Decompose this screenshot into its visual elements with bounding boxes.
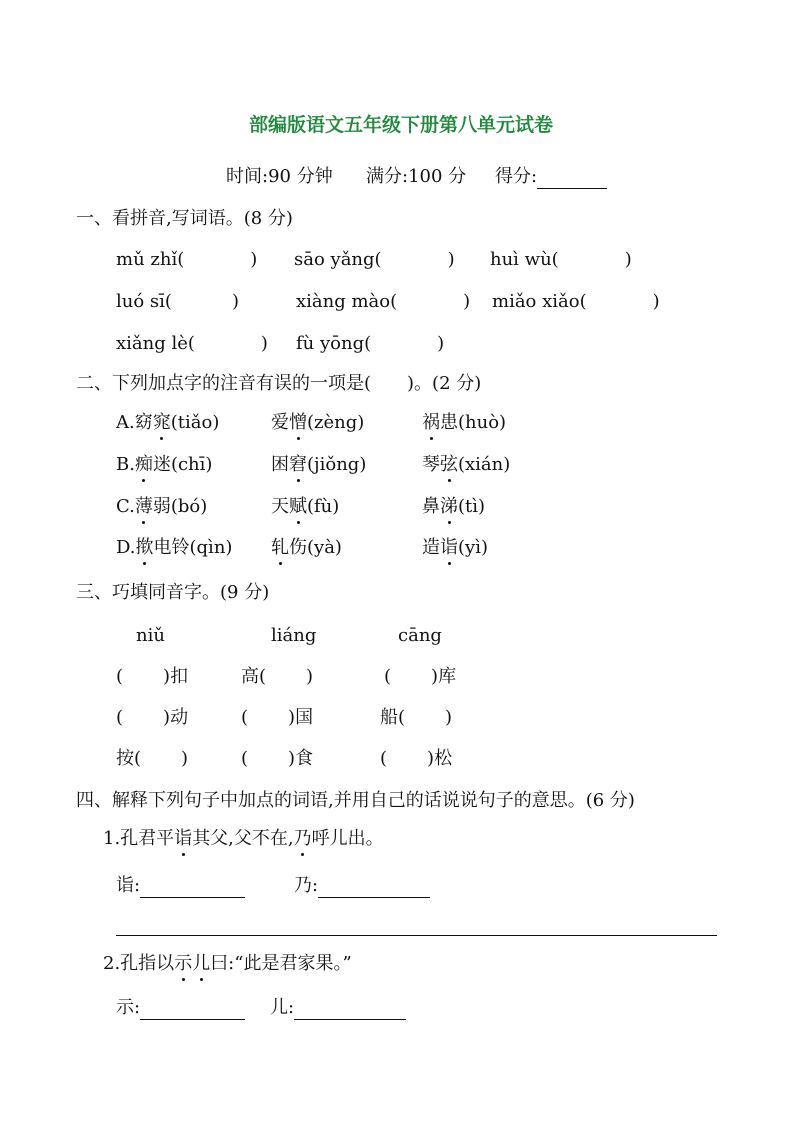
option-c[interactable]: C.薄弱(bó) bbox=[116, 496, 208, 517]
option-a-word: 祸患(huò) bbox=[422, 412, 507, 433]
option-a-word: 爱憎(zèng) bbox=[271, 412, 365, 433]
q1-heading: 一、看拼音,写词语。(8 分) bbox=[76, 208, 293, 229]
option-c-word: 鼻涕(tì) bbox=[422, 496, 486, 517]
q1-item[interactable]: xiàng mào( ) bbox=[296, 291, 471, 312]
option-d[interactable]: D.揿电铃(qìn) bbox=[116, 537, 233, 558]
answer-field-yi[interactable]: 诣: bbox=[116, 874, 245, 898]
time-label: 时间:90 分钟 bbox=[226, 166, 333, 187]
q1-item[interactable]: miǎo xiǎo( ) bbox=[492, 291, 660, 312]
sentence-meaning-line[interactable] bbox=[116, 935, 717, 936]
fill-item[interactable]: ( )食 bbox=[241, 748, 314, 769]
score-blank[interactable] bbox=[537, 168, 607, 189]
q1-item[interactable]: mǔ zhǐ( ) bbox=[116, 249, 258, 270]
pinyin-label: cāng bbox=[398, 625, 442, 646]
option-a[interactable]: A.窈窕(tiǎo) bbox=[116, 412, 220, 433]
q1-item[interactable]: fù yōng( ) bbox=[296, 333, 445, 354]
fill-item[interactable]: 高( ) bbox=[241, 666, 314, 687]
answer-field-shi[interactable]: 示: bbox=[116, 996, 245, 1020]
score-field[interactable] bbox=[495, 165, 607, 189]
option-d-word: 造诣(yì) bbox=[422, 537, 488, 558]
option-c-word: 天赋(fù) bbox=[271, 496, 340, 517]
answer-field-nai[interactable]: 乃: bbox=[294, 874, 430, 898]
sentence-1: 1.孔君平诣其父,父不在,乃呼儿出。 bbox=[103, 828, 384, 849]
q1-item[interactable]: sāo yǎng( ) bbox=[294, 249, 455, 270]
q4-heading: 四、解释下列句子中加点的词语,并用自己的话说说句子的意思。(6 分) bbox=[76, 790, 635, 811]
fill-item[interactable]: 船( ) bbox=[380, 707, 453, 728]
option-b-word: 困窘(jiǒng) bbox=[271, 454, 367, 475]
q3-heading: 三、巧填同音字。(9 分) bbox=[76, 582, 270, 603]
page-title: 部编版语文五年级下册第八单元试卷 bbox=[249, 114, 554, 136]
q1-item[interactable]: huì wù( ) bbox=[490, 249, 632, 270]
q2-heading: 二、下列加点字的注音有误的一项是( )。(2 分) bbox=[76, 373, 482, 394]
q1-item[interactable]: xiǎng lè( ) bbox=[116, 333, 268, 354]
full-score-label: 满分:100 分 bbox=[366, 166, 467, 187]
option-b-word: 琴弦(xián) bbox=[422, 454, 511, 475]
option-d-word: 轧伤(yà) bbox=[271, 537, 342, 558]
fill-item[interactable]: ( )动 bbox=[116, 707, 189, 728]
fill-item[interactable]: ( )库 bbox=[384, 666, 457, 687]
score-label: 得分: bbox=[495, 166, 538, 187]
fill-item[interactable]: ( )松 bbox=[380, 748, 453, 769]
answer-field-er[interactable]: 儿: bbox=[270, 996, 406, 1020]
pinyin-label: niǔ bbox=[136, 625, 165, 646]
sentence-2: 2.孔指以示儿曰:“此是君家果。” bbox=[103, 953, 352, 974]
option-b[interactable]: B.痴迷(chī) bbox=[116, 454, 213, 475]
q1-item[interactable]: luó sī( ) bbox=[116, 291, 239, 312]
pinyin-label: liáng bbox=[271, 625, 317, 646]
fill-item[interactable]: 按( ) bbox=[116, 748, 189, 769]
fill-item[interactable]: ( )国 bbox=[241, 707, 314, 728]
fill-item[interactable]: ( )扣 bbox=[116, 666, 189, 687]
